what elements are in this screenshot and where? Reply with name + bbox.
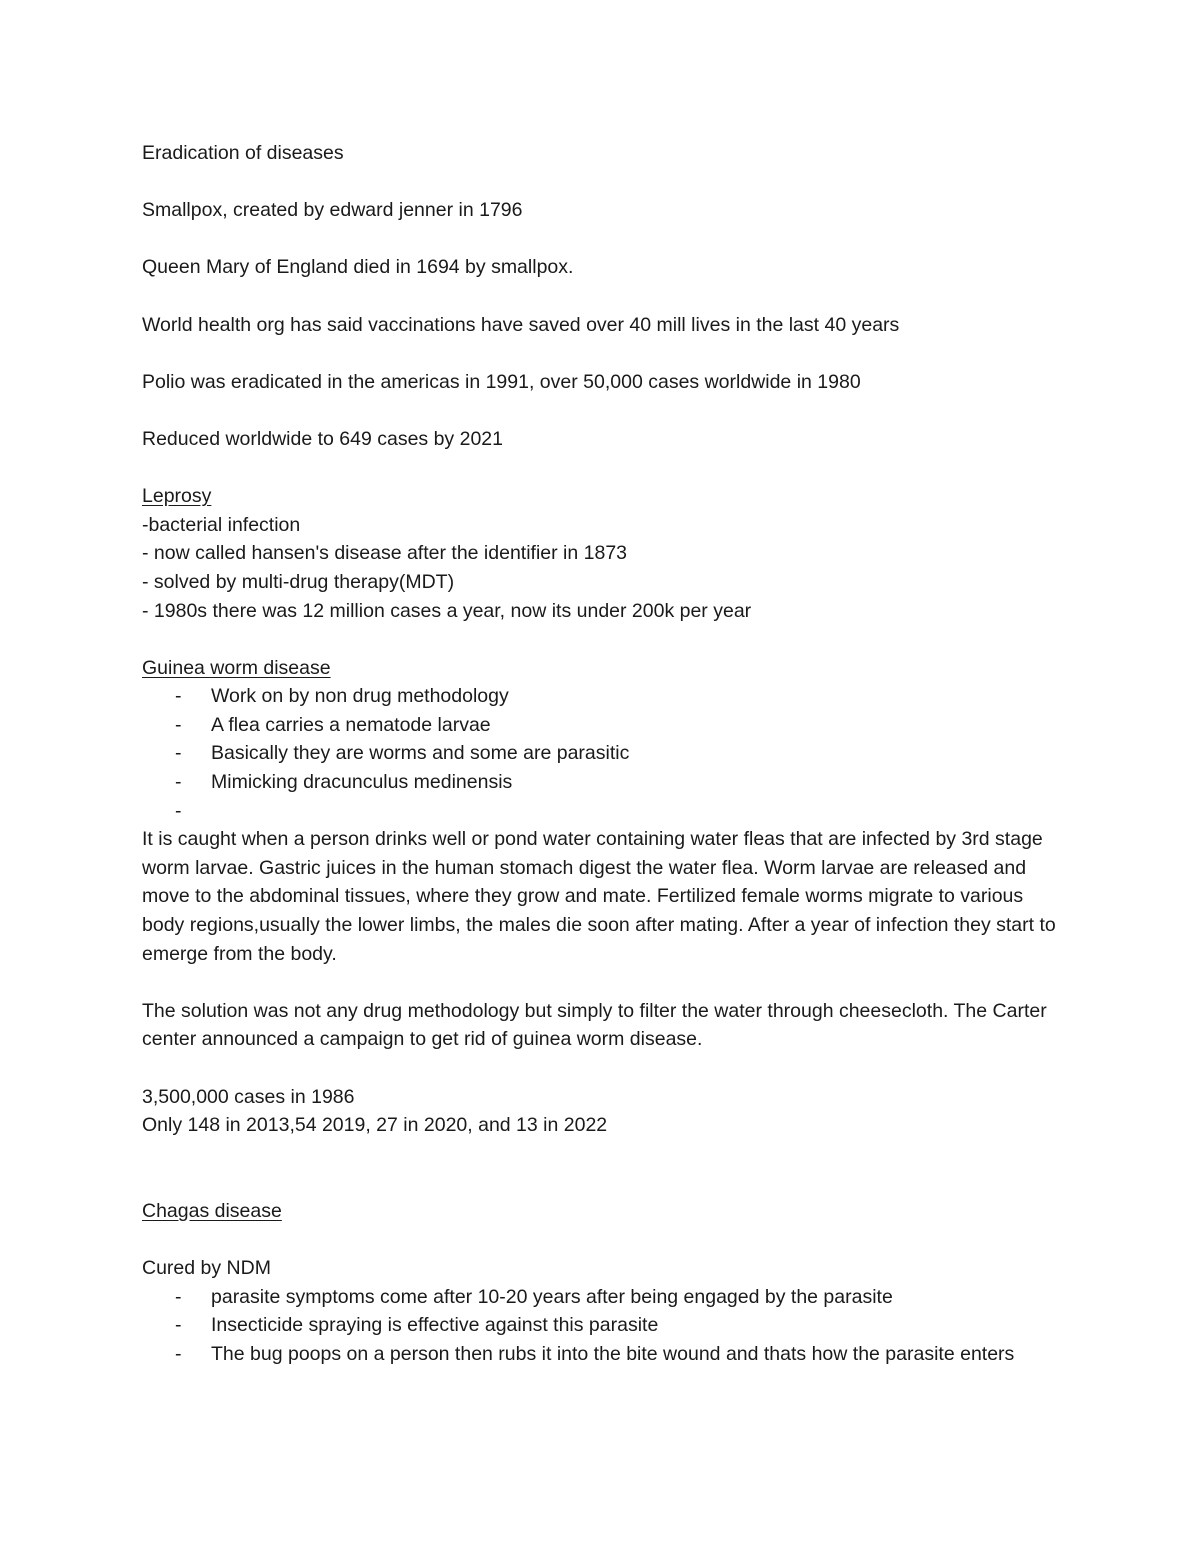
leprosy-line: - now called hansen's disease after the identifier in 1873 [142,542,628,565]
list-item: - parasite symptoms come after 10-20 years after being engaged by the parasite [142,1283,1062,1312]
intro-reduced: Reduced worldwide to 649 cases by 2021 [142,427,503,450]
list-item: - Insecticide spraying is effective against this parasite [142,1311,1062,1340]
list-item: - A flea carries a nematode larvae [142,711,1062,740]
guinea-paragraph-solution: The solution was not any drug methodology but simply to filter the water through cheesecloth. The Carter center announced a campaign to get rid of guinea worm disease. [142,999,1047,1051]
guinea-paragraph-transmission: It is caught when a person drinks well or pond water containing water fleas that are infected by 3rd stage worm larvae. Gastric juices in the human stomach digest the water flea. Worm larvae are released and move to the abdominal tissues, where they grow and mate. Fertilized female worms migrate to various body regions,usually the lower limbs, the males die soon after mating. After a year of infection they start to emerge from the body. [142,828,1056,965]
document-page [142,139,1062,1369]
list-item: - Mimicking dracunculus medinensis [142,768,1062,797]
guinea-stat-recent: Only 148 in 2013,54 2019, 27 in 2020, and 13 in 2022 [142,1114,608,1137]
list-item: - Work on by non drug methodology [142,682,1062,711]
list-item: - Basically they are worms and some are parasitic [142,739,1062,768]
intro-smallpox: Smallpox, created by edward jenner in 1796 [142,199,523,222]
chagas-intro: Cured by NDM [142,1257,271,1280]
leprosy-line: -bacterial infection [142,513,301,536]
chagas-bullet-list [142,1283,1062,1369]
intro-polio: Polio was eradicated in the americas in 1991, over 50,000 cases worldwide in 1980 [142,370,861,393]
document-title: Eradication of diseases [142,142,344,164]
guinea-stat-1986: 3,500,000 cases in 1986 [142,1085,355,1108]
list-item-empty [142,797,1062,826]
intro-who: World health org has said vaccinations have saved over 40 mill lives in the last 40 years [142,313,900,336]
list-item: - The bug poops on a person then rubs it into the bite wound and thats how the parasite enters [142,1340,1062,1369]
leprosy-line: - solved by multi-drug therapy(MDT) [142,570,455,593]
leprosy-heading: Leprosy [142,485,212,508]
chagas-heading: Chagas disease [142,1199,282,1222]
leprosy-line: - 1980s there was 12 million cases a year, now its under 200k per year [142,599,752,622]
intro-queen-mary: Queen Mary of England died in 1694 by smallpox. [142,256,574,279]
guinea-heading: Guinea worm disease [142,656,331,679]
guinea-bullet-list [142,682,1062,825]
